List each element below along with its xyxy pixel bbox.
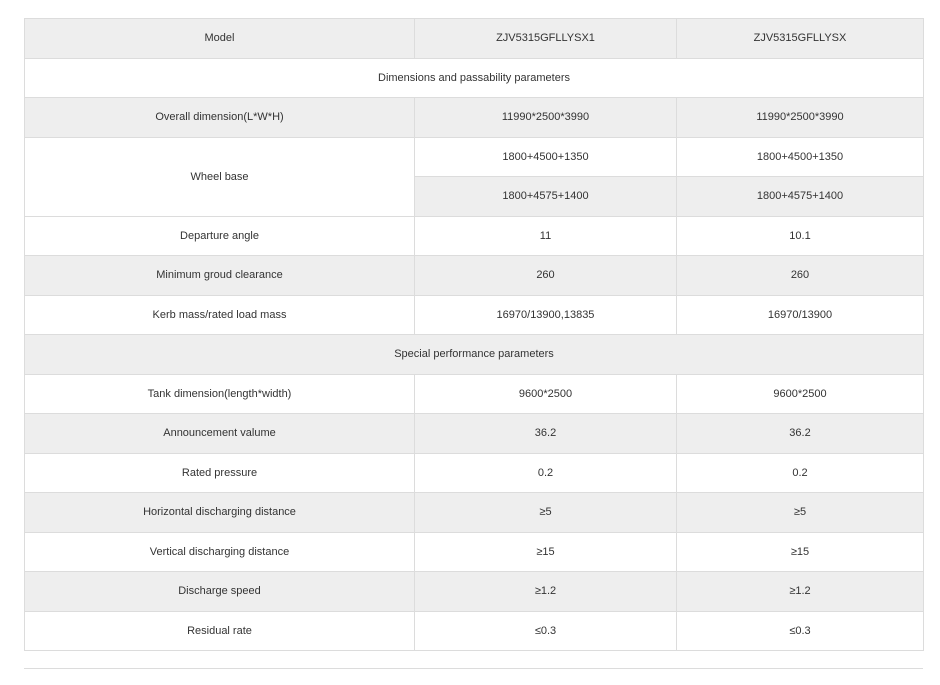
table-row-announcement-volume (25, 414, 924, 454)
model-1-name: ZJV5315GFLLYSX1 (415, 19, 677, 59)
row-value-model-2: 10.1 (677, 216, 924, 256)
row-value-model-2: ≥15 (677, 532, 924, 572)
row-value-model-1: ≤0.3 (415, 611, 677, 651)
row-value-model-2: 1800+4500+1350 (677, 137, 924, 177)
spec-table (24, 18, 924, 651)
row-value-model-2: 16970/13900 (677, 295, 924, 335)
row-label: Overall dimension(L*W*H) (25, 98, 415, 138)
row-label: Kerb mass/rated load mass (25, 295, 415, 335)
section-row-special (25, 335, 924, 375)
table-row-departure-angle (25, 216, 924, 256)
row-value-model-2: 260 (677, 256, 924, 296)
row-value-model-2: 1800+4575+1400 (677, 177, 924, 217)
section-row-dimensions (25, 58, 924, 98)
table-row-horizontal-distance (25, 493, 924, 533)
row-value-model-2: 0.2 (677, 453, 924, 493)
row-value-model-2: ≥1.2 (677, 572, 924, 612)
model-label: Model (25, 19, 415, 59)
row-value-model-2: ≥5 (677, 493, 924, 533)
table-row-wheel-base-a (25, 137, 924, 177)
row-label: Tank dimension(length*width) (25, 374, 415, 414)
row-label: Minimum groud clearance (25, 256, 415, 296)
model-2-name: ZJV5315GFLLYSX (677, 19, 924, 59)
table-row-kerb-mass (25, 295, 924, 335)
row-value-model-1: 1800+4500+1350 (415, 137, 677, 177)
row-value-model-1: 0.2 (415, 453, 677, 493)
row-label: Vertical discharging distance (25, 532, 415, 572)
row-value-model-1: 11990*2500*3990 (415, 98, 677, 138)
row-value-model-1: 9600*2500 (415, 374, 677, 414)
row-label: Departure angle (25, 216, 415, 256)
bottom-divider (24, 668, 923, 669)
row-value-model-1: 16970/13900,13835 (415, 295, 677, 335)
table-row-overall-dimension (25, 98, 924, 138)
row-label: Announcement valume (25, 414, 415, 454)
table-row-discharge-speed (25, 572, 924, 612)
row-label: Discharge speed (25, 572, 415, 612)
row-value-model-1: 1800+4575+1400 (415, 177, 677, 217)
row-value-model-2: 11990*2500*3990 (677, 98, 924, 138)
row-value-model-1: 11 (415, 216, 677, 256)
section-title-dimensions: Dimensions and passability parameters (25, 58, 924, 98)
table-row-ground-clearance (25, 256, 924, 296)
row-label: Residual rate (25, 611, 415, 651)
row-value-model-2: ≤0.3 (677, 611, 924, 651)
table-row-rated-pressure (25, 453, 924, 493)
row-label: Rated pressure (25, 453, 415, 493)
section-title-special: Special performance parameters (25, 335, 924, 375)
row-value-model-1: 36.2 (415, 414, 677, 454)
row-value-model-2: 9600*2500 (677, 374, 924, 414)
table-row-residual-rate (25, 611, 924, 651)
row-label: Horizontal discharging distance (25, 493, 415, 533)
header-row (25, 19, 924, 59)
table-row-tank-dimension (25, 374, 924, 414)
row-value-model-2: 36.2 (677, 414, 924, 454)
row-value-model-1: ≥1.2 (415, 572, 677, 612)
row-value-model-1: ≥5 (415, 493, 677, 533)
row-value-model-1: ≥15 (415, 532, 677, 572)
spec-table-container (24, 18, 923, 651)
row-value-model-1: 260 (415, 256, 677, 296)
row-label: Wheel base (25, 137, 415, 216)
table-row-vertical-distance (25, 532, 924, 572)
